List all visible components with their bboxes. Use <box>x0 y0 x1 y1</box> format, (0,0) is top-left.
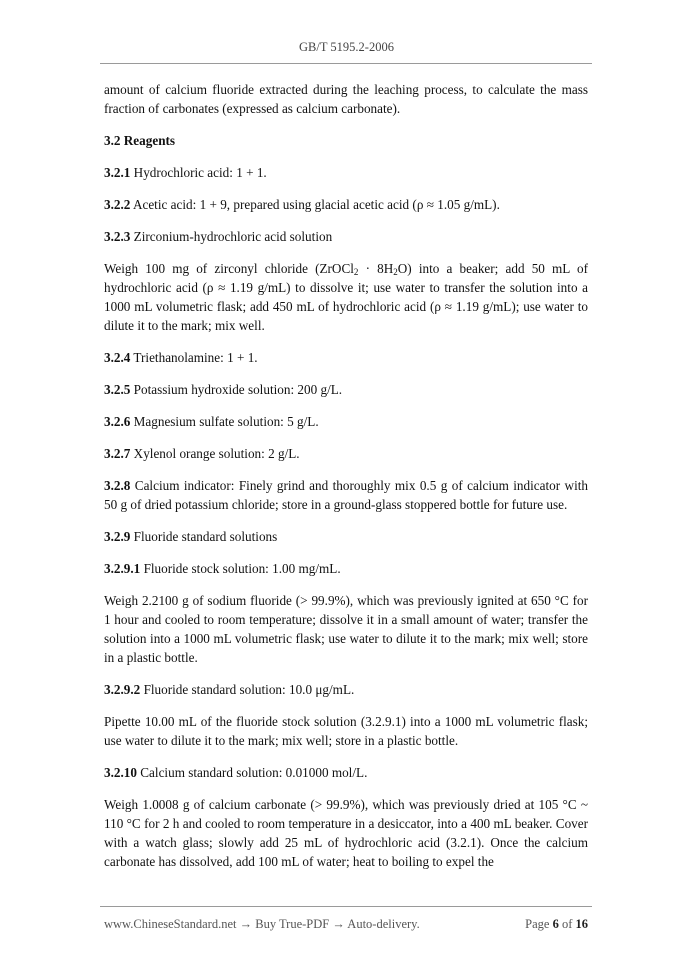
clause-3-2-8 <box>104 476 588 514</box>
total-pages: 16 <box>575 917 588 931</box>
clause-text: Hydrochloric acid: 1 + 1. <box>130 165 267 180</box>
clause-text: Potassium hydroxide solution: 200 g/L. <box>130 382 343 397</box>
clause-number: 3.2.9 <box>104 529 131 544</box>
clause-3-2-6 <box>104 412 588 431</box>
clause-number: 3.2.1 <box>104 165 131 180</box>
clause-text: Zirconium-hydrochloric acid solution <box>130 229 333 244</box>
clause-number: 3.2.5 <box>104 382 131 397</box>
clause-3-2-9 <box>104 527 588 546</box>
clause-number: 3.2.3 <box>104 229 131 244</box>
clause-3-2-9-1-body: Weigh 2.2100 g of sodium fluoride (> 99.9%), which was previously ignited at 650 °C for 1 hour and cooled to room temperature; dissolve it in a small amount of water; transfer the solution into a 1000 mL volumetric flask; use water to dilute it to the mark; mix well; store in a plastic bottle. <box>104 593 588 665</box>
clause-number: 3.2.7 <box>104 446 131 461</box>
clause-3-2-7 <box>104 444 588 463</box>
clause-text: Xylenol orange solution: 2 g/L. <box>130 446 300 461</box>
clause-3-2-3-body: Weigh 100 mg of zirconyl chloride (ZrOCl$_2$ · $8H_2O$) into a beaker; add 50 mL of hydrochloric acid (ρ ≈ 1.19 g/mL) to dissolve it; use water to transfer the solution into a 1000 mL volumetric flask; add 450 mL of hydrochloric acid (ρ ≈ 1.19 g/mL); use water to dilute it to the mark; mix well. <box>104 261 589 333</box>
clause-3-2-10 <box>104 763 588 782</box>
clause-number: 3.2.8 <box>104 478 131 493</box>
clause-3-2-4 <box>104 348 588 367</box>
clause-text: Fluoride stock solution: 1.00 mg/mL. <box>140 561 341 576</box>
clause-3-2-5 <box>104 380 588 399</box>
clause-number: 3.2.6 <box>104 414 131 429</box>
clause-3-2-9-2-body: Pipette 10.00 mL of the fluoride stock solution (3.2.9.1) into a 1000 mL volumetric flask; use water to dilute it to the mark; mix well; store in a plastic bottle. <box>104 714 588 748</box>
document-body <box>104 80 588 884</box>
clause-number: 3.2.9.2 <box>104 682 141 697</box>
clause-3-2-10-body: Weigh 1.0008 g of calcium carbonate (> 99.9%), which was previously dried at 105 °C ~ 110 °C for 2 h and cooled to room temperature in a desiccator, into a 400 mL beaker. Cover with a watch glass; slowly add 25 mL of hydrochloric acid (3.2.1). Once the calcium carbonate has dissolved, add 100 mL of water; heat to boiling to expel the <box>104 797 588 869</box>
clause-3-2-3 <box>104 227 588 246</box>
clause-3-2-2 <box>104 195 588 214</box>
clause-3-2-9-2 <box>104 680 588 699</box>
clause-text: Magnesium sulfate solution: 5 g/L. <box>130 414 319 429</box>
page-header: GB/T 5195.2-2006 <box>299 40 394 54</box>
footer-divider <box>100 906 592 907</box>
clause-number: 3.2.4 <box>104 350 131 365</box>
clause-number: 3.2.9.1 <box>104 561 141 576</box>
section-heading-reagents: 3.2 Reagents <box>104 133 176 148</box>
clause-text: Fluoride standard solutions <box>130 529 278 544</box>
current-page: 6 <box>552 917 559 931</box>
clause-text: Fluoride standard solution: 10.0 μg/mL. <box>140 682 355 697</box>
clause-number: 3.2.2 <box>104 197 131 212</box>
clause-text: Acetic acid: 1 + 9, prepared using glacial acetic acid (ρ ≈ 1.05 g/mL). <box>130 197 500 212</box>
clause-3-2-9-1 <box>104 559 588 578</box>
clause-text: Calcium standard solution: 0.01000 mol/L. <box>136 765 368 780</box>
header-divider <box>100 63 592 64</box>
footer-link[interactable]: www.ChineseStandard.net → Buy True-PDF → Auto-delivery. <box>104 917 420 931</box>
clause-3-2-1 <box>104 163 588 182</box>
clause-text: Calcium indicator: Finely grind and thoroughly mix 0.5 g of calcium indicator with 50 g of dried potassium chloride; store in a ground-glass stoppered bottle for future use. <box>104 478 588 512</box>
intro-paragraph: amount of calcium fluoride extracted during the leaching process, to calculate the mass fraction of carbonates (expressed as calcium carbonate). <box>104 82 588 116</box>
page-indicator: Page 6 of 16 <box>525 917 588 931</box>
clause-text: Triethanolamine: 1 + 1. <box>130 350 258 365</box>
clause-number: 3.2.10 <box>104 765 137 780</box>
